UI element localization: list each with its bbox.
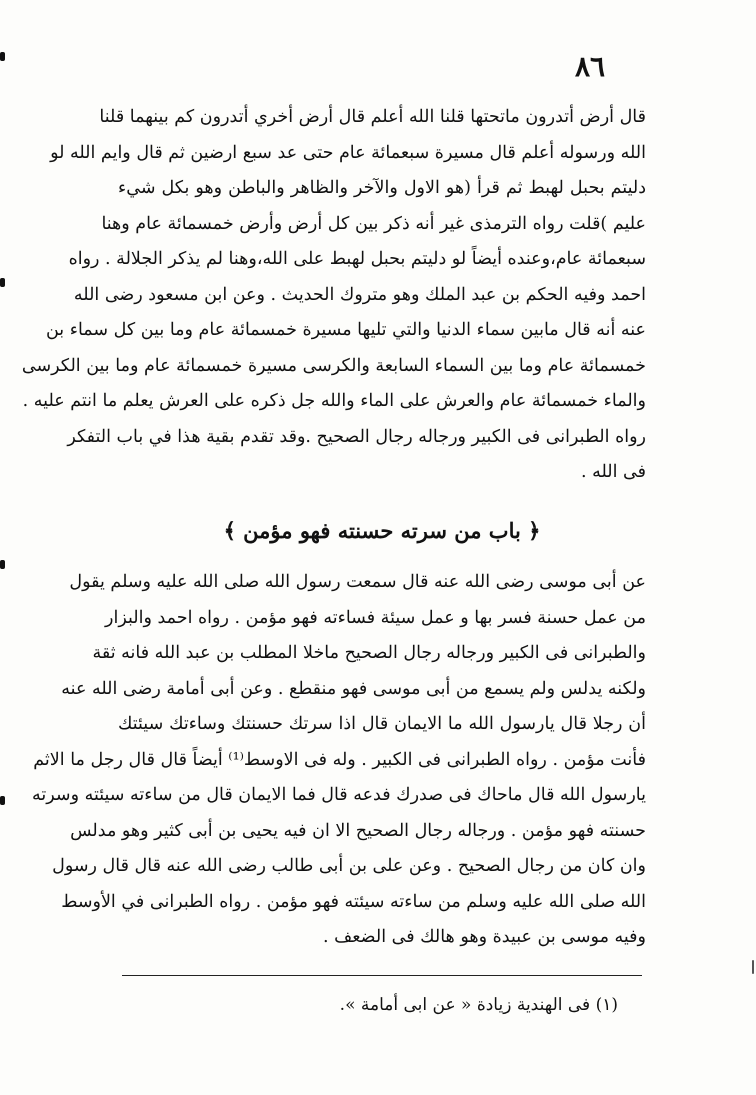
text-line: الله ورسوله أعلم قال مسيرة سبعمائة عام حتى عد سبع ارضين ثم قال وايم الله لو	[50, 142, 646, 163]
text-line: عنه أنه قال مابين سماء الدنيا والتي تليها مسيرة خمسمائة عام وما بين كل سماء بن	[45, 320, 646, 340]
text-line: احمد وفيه الحكم بن عبد الملك وهو متروك الحديث . وعن ابن مسعود رضى الله	[73, 284, 646, 305]
text-line: الله صلى الله عليه وسلم من ساءته سيئته فهو مؤمن . رواه الطبرانى في الأوسط	[61, 891, 646, 912]
text-line: سبعمائة عام،وعنده أيضاً لو دليتم بحبل لهبط على الله،وهنا لم يذكر الجلالة . رواه	[68, 249, 646, 269]
text-line: وفيه موسى بن عبيدة وهو هالك فى الضعف .	[323, 927, 646, 947]
text-line: والطبرانى فى الكبير ورجاله رجال الصحيح ماخلا المطلب بن عبد الله فانه ثقة	[92, 643, 646, 663]
text-line: ولكنه يدلس ولم يسمع من أبى موسى فهو منقطع . وعن أبى أمامة رضى الله عنه	[61, 678, 646, 699]
text-line: عليم )قلت رواه الترمذى غير أنه ذكر بين كل أرض وأرض خمسمائة عام وهنا	[101, 213, 646, 234]
text-line: فأنت مؤمن . رواه الطبرانى فى الكبير . وله فى الاوسط⁽¹⁾ أيضاً قال قال رجل ما الاثم	[33, 749, 646, 770]
text-line: وان كان من رجال الصحيح . وعن على بن أبى طالب رضى الله عنه قال قال رسول	[52, 856, 646, 876]
text-line: حسنته فهو مؤمن . ورجاله رجال الصحيح الا ان فيه يحيى بن أبى كثير وهو مدلس	[70, 820, 646, 841]
page-number: ٨٦	[574, 50, 606, 83]
footnote-divider	[122, 975, 642, 976]
text-line: عن أبى موسى رضى الله عنه قال سمعت رسول الله صلى الله عليه وسلم يقول	[69, 572, 646, 592]
text-line: خمسمائة عام وما بين السماء السابعة والكرسى مسيرة خمسمائة عام وما بين الكرسى	[21, 355, 646, 376]
text-line: من عمل حسنة فسر بها و عمل سيئة فساءته فهو مؤمن . رواه احمد والبزار	[105, 607, 646, 628]
margin-mark	[0, 278, 5, 287]
paragraph-1	[21, 100, 646, 491]
text-line: دليتم بحبل لهبط ثم قرأ (هو الاول والآخر والظاهر والباطن وهو بكل شيء	[118, 178, 646, 198]
paragraph-2	[32, 565, 646, 956]
text-line: أن رجلا قال يارسول الله ما الايمان قال اذا سرتك حسنتك وساءتك سيئتك	[118, 714, 646, 734]
margin-mark	[752, 960, 754, 974]
text-line: رواه الطبرانى فى الكبير ورجاله رجال الصحيح .وقد تقدم بقية هذا في باب التفكر	[67, 426, 646, 447]
chapter-heading: ﴿ باب من سرته حسنته فهو مؤمن ﴾	[223, 518, 541, 543]
text-line: فى الله .	[580, 462, 646, 482]
footnote: (١) فى الهندية زيادة « عن ابى أمامة ».	[339, 995, 618, 1015]
margin-mark	[0, 560, 5, 569]
text-line: يارسول الله قال ماحاك فى صدرك فدعه قال فما الايمان قال من ساءته سيئته وسرته	[32, 785, 646, 805]
text-line: والماء خمسمائة عام والعرش على الماء والله جل ذكره على العرش يعلم ما انتم عليه .	[22, 391, 646, 411]
margin-mark	[0, 52, 5, 61]
text-line: قال أرض أتدرون ماتحتها قلنا الله أعلم قال أرض أخري أتدرون كم بينهما قلنا	[99, 107, 646, 127]
margin-mark	[0, 796, 5, 805]
